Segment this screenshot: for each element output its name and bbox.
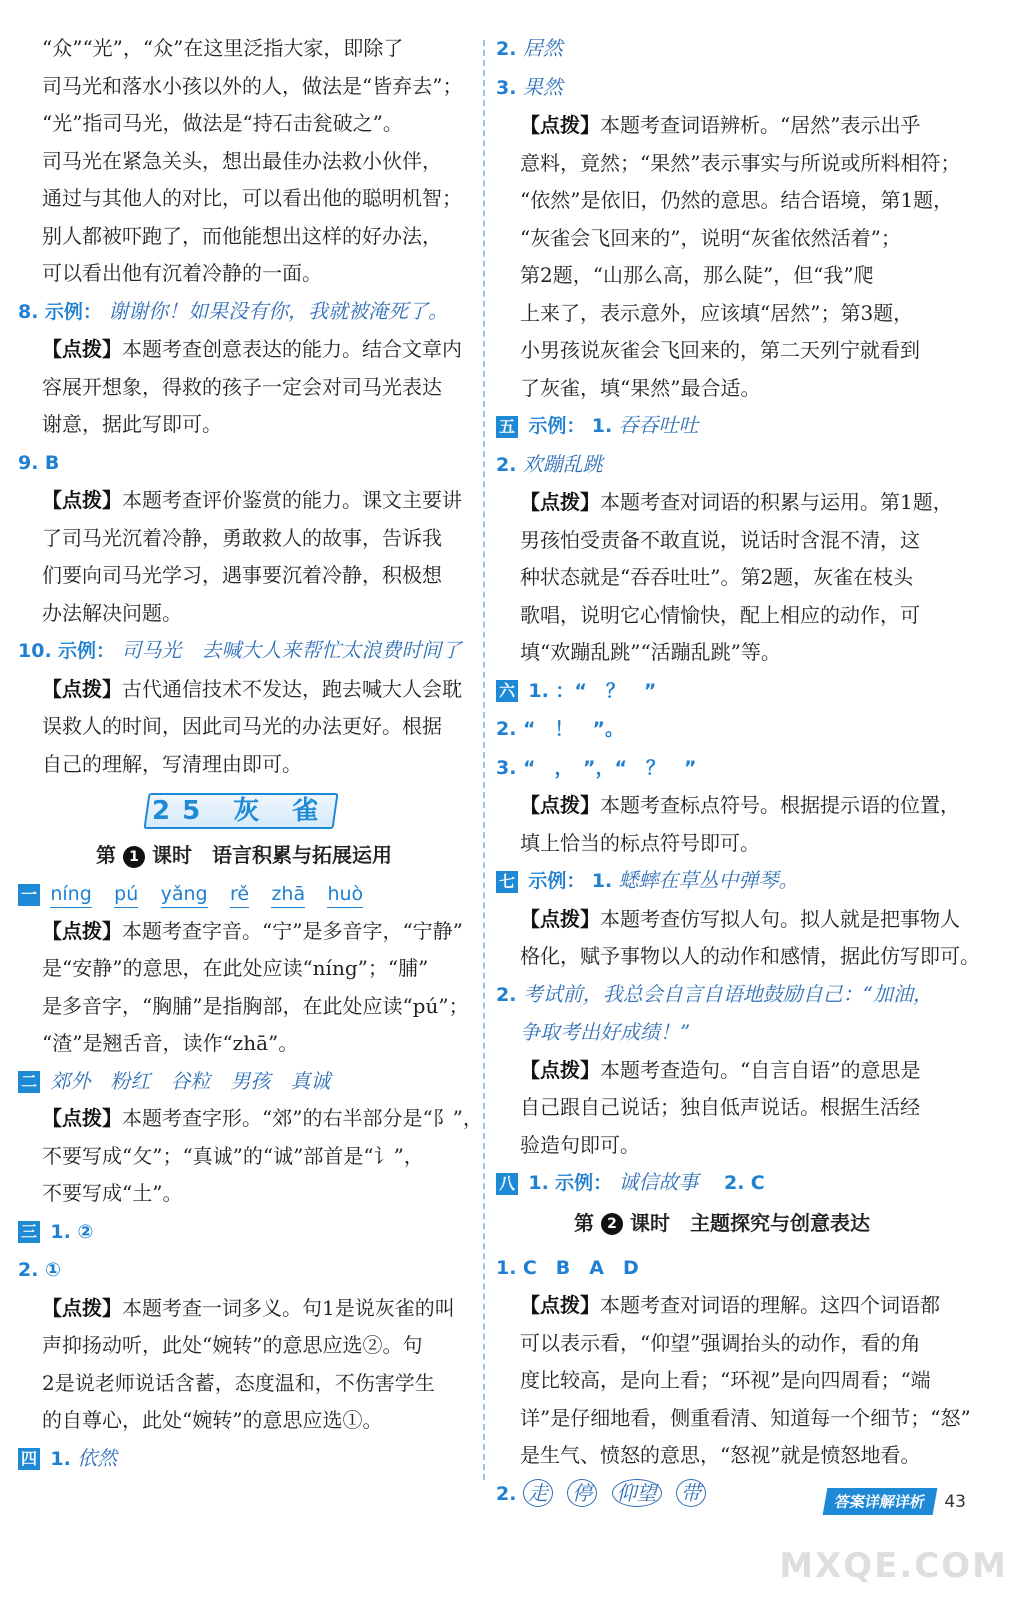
example-label: 示例： [555, 1172, 613, 1194]
lesson-heading-text: 课时 主题探究与创意表达 [629, 1210, 870, 1235]
section-marker: 三 [18, 1221, 40, 1243]
handwritten-answer: 争取考出好成绩！” [520, 1020, 691, 1044]
hint-text: 本题考查评价鉴赏的能力。课文主要讲 [122, 488, 462, 512]
answer-choice: C B A D [522, 1256, 639, 1279]
circled-word: 带 [676, 1479, 706, 1507]
handwritten-answer: 诚信故事 [618, 1170, 699, 1194]
lesson-number-badge: 1 [123, 846, 145, 868]
hint-label: 【点拨】 [42, 1106, 122, 1130]
hint-line: 详”是仔细地看，侧重看清、知道每一个细节；“怒” [520, 1405, 971, 1430]
hint-text: 本题考查字音。“宁”是多音字，“宁静” [122, 918, 463, 943]
punctuation-answer: 2. “ ！ ”。 [496, 718, 625, 740]
circled-word: 走 [523, 1479, 553, 1507]
hint-label: 【点拨】 [520, 793, 600, 817]
lesson2-question-1 [496, 1249, 948, 1288]
hint-line: 声抑扬动听，此处“婉转”的意思应选②。句 [42, 1333, 423, 1357]
punctuation-answer: 1. ：“ ？ ” [528, 679, 657, 702]
hint-line: 自己跟自己说话；独自低声说话。根据生活经 [520, 1095, 920, 1119]
hint-label: 【点拨】 [520, 490, 600, 514]
lesson-heading-text: 课时 语言积累与拓展运用 [151, 843, 392, 867]
lesson-title-box [143, 793, 338, 829]
circled-word: 停 [567, 1479, 597, 1507]
hint-text: 本题考查对词语的理解。这四个词语都 [600, 1293, 940, 1317]
handwritten-answer: 果然 [522, 74, 563, 99]
lesson-heading-prefix: 第 [96, 843, 117, 867]
question-number: 2. [496, 1482, 517, 1505]
hint-line [18, 1290, 470, 1328]
hint-line [496, 1287, 948, 1325]
hint-line: 了灰雀，填“果然”最合适。 [520, 375, 761, 400]
question-8 [18, 293, 470, 332]
text-line: “光”指司马光，做法是“持石击瓮破之”。 [42, 111, 403, 135]
handwritten-answer: 吞吞吐吐 [618, 413, 699, 437]
answer-choice: B [44, 451, 60, 474]
question-number: 2. [723, 1172, 745, 1194]
example-label: 示例： [44, 300, 102, 323]
section-6 [496, 672, 948, 711]
hint-line: 2是说老师说话含蓄，态度温和，不伤害学生 [42, 1370, 435, 1395]
hint-line: 可以表示看，“仰望”强调抬头的动作，看的角 [520, 1330, 921, 1355]
section-8 [496, 1164, 948, 1203]
circled-word: 仰望 [612, 1479, 662, 1507]
lesson-number-badge: 2 [601, 1213, 623, 1235]
hint-label: 【点拨】 [42, 918, 122, 943]
section-marker: 一 [18, 884, 40, 906]
hint-line: 是“安静”的意思，在此处应读“níng”；“脯” [42, 956, 429, 980]
left-column [18, 30, 483, 1478]
question-10 [18, 632, 470, 671]
hint-line: 填“欢蹦乱跳”“活蹦乱跳”等。 [520, 640, 781, 664]
section-4 [18, 1440, 470, 1479]
hint-text: 本题考查造句。“自言自语”的意思是 [600, 1057, 921, 1082]
lesson-heading [18, 835, 470, 875]
hint-line [496, 1052, 948, 1090]
pinyin-answer: níng [50, 881, 91, 908]
hint-line: 男孩怕受责备不敢直说，说话时含混不清，这 [520, 527, 920, 552]
hint-line [18, 482, 470, 520]
hint-line: 上来了，表示意外，应该填“居然”；第3题， [520, 300, 914, 325]
hint-text: 本题考查对词语的积累与运用。第1题， [600, 490, 953, 514]
hint-line: “渣”是翘舌音，读作“zhā”。 [42, 1031, 299, 1055]
hint-line: 格化，赋予事物以人的动作和感情，据此仿写即可。 [520, 944, 980, 968]
section-marker: 五 [496, 416, 518, 438]
pinyin-answer: pú [114, 881, 138, 908]
hint-text: 本题考查仿写拟人句。拟人就是把事物人 [600, 906, 960, 931]
hint-line [496, 107, 948, 145]
hint-text: 本题考查字形。“郊”的右半部分是“阝”， [122, 1106, 483, 1130]
hint-line: 是多音字，“胸脯”是指胸部，在此处应读“pú”； [42, 993, 469, 1018]
page-footer [825, 1488, 966, 1515]
answer-choice: 1. ② [50, 1220, 94, 1243]
section-marker: 七 [496, 871, 518, 893]
hint-line [496, 1014, 948, 1052]
section-marker: 二 [18, 1071, 40, 1093]
hint-line: 填上恰当的标点符号即可。 [520, 830, 760, 855]
hint-line: 误救人的时间，因此司马光的办法更好。根据 [42, 714, 442, 738]
hint-line: 第2题，“山那么高，那么陡”，但“我”爬 [520, 263, 874, 287]
hint-text: 本题考查标点符号。根据提示语的位置， [600, 793, 960, 817]
hint-line [18, 913, 470, 951]
hint-text: 古代通信技术不发达，跑去喊大人会耽 [122, 676, 462, 701]
hint-line: 自己的理解，写清理由即可。 [42, 751, 302, 776]
text-line: 别人都被吓跑了，而他能想出这样的好办法， [42, 223, 442, 248]
lesson-heading [496, 1203, 948, 1243]
handwritten-answer: 司马光 去喊大人来帮忙太浪费时间了 [121, 638, 462, 662]
hint-line: 意料，竟然；“果然”表示事实与所说或所料相符； [520, 150, 961, 175]
section-3-q2 [18, 1251, 470, 1290]
hint-label: 【点拨】 [42, 1295, 122, 1320]
answer-choice: 2. ① [18, 1259, 62, 1281]
hint-line: 谢意，据此写即可。 [42, 412, 222, 436]
hint-line [496, 484, 953, 522]
hint-label: 【点拨】 [42, 676, 122, 701]
punctuation-answer: 3. “ ， ”，“ ？ ” [496, 756, 697, 779]
pinyin-answer: huò [327, 881, 363, 908]
handwritten-answer: 谢谢你！如果没有你，我就被淹死了。 [108, 298, 449, 323]
hint-label: 【点拨】 [520, 1057, 600, 1082]
question-number: 2. [496, 38, 517, 60]
section-7-q2 [496, 976, 948, 1015]
page-number: 43 [944, 1492, 966, 1512]
hint-text: 本题考查创意表达的能力。结合文章内 [122, 337, 462, 361]
question-number: 1. [50, 1447, 71, 1470]
section-7 [496, 862, 948, 901]
question-number: 10. [18, 640, 52, 662]
hint-line: 是生气、愤怒的意思，“怒视”就是愤怒地看。 [520, 1443, 921, 1467]
hint-line: 容展开想象，得救的孩子一定会对司马光表达 [42, 374, 442, 399]
hint-label: 【点拨】 [520, 113, 600, 137]
hint-line: “灰雀会飞回来的”，说明“灰雀依然活着”； [520, 225, 901, 250]
question-2 [496, 30, 948, 69]
hint-line [18, 671, 470, 709]
question-number: 1. [591, 415, 613, 437]
hint-text: 本题考查词语辨析。“居然”表示出乎 [600, 113, 921, 137]
question-number: 8. [18, 300, 39, 323]
handwritten-answer: 居然 [522, 36, 563, 60]
hint-line: 了司马光沉着冷静，勇敢救人的故事，告诉我 [42, 525, 442, 550]
question-number: 3. [496, 76, 517, 99]
question-number: 2. [496, 453, 517, 476]
hint-line: 的自尊心，此处“婉转”的意思应选①。 [42, 1408, 383, 1432]
section-5 [496, 407, 948, 446]
question-number: 2. [496, 983, 517, 1006]
hint-label: 【点拨】 [520, 906, 600, 931]
question-number: 1. [591, 870, 613, 892]
text-line: “众”“光”，“众”在这里泛指大家，即除了 [42, 36, 404, 60]
hint-line [496, 901, 960, 939]
section-marker: 八 [496, 1173, 518, 1195]
handwritten-answer: 蟋蟀在草丛中弹琴。 [618, 868, 799, 892]
answer-choice: C [750, 1172, 765, 1194]
example-label: 示例： [528, 870, 586, 892]
section-6-q3 [496, 749, 948, 788]
section-5-q2 [496, 446, 948, 485]
hint-label: 【点拨】 [42, 488, 122, 512]
section-6-q2 [496, 710, 948, 749]
hint-line: “依然”是依旧，仍然的意思。结合语境，第1题， [520, 188, 954, 212]
text-line: 司马光在紧急关头，想出最佳办法救小伙伴， [42, 148, 442, 173]
section-2 [18, 1063, 470, 1101]
section-3 [18, 1213, 470, 1252]
lesson-title: 25 灰 雀 [151, 796, 331, 826]
hint-line: 度比较高，是向上看；“环视”是向四周看；“端 [520, 1368, 931, 1392]
pinyin-answer: yǎng [161, 881, 208, 908]
hint-line: 们要向司马光学习，遇事要沉着冷静，积极想 [42, 563, 442, 587]
handwritten-answer: 考试前，我总会自言自语地鼓励自己：“加油， [522, 981, 934, 1006]
question-number: 1. [528, 1172, 549, 1194]
question-9 [18, 444, 470, 483]
handwritten-answer: 欢蹦乱跳 [522, 451, 603, 476]
hint-line: 办法解决问题。 [42, 600, 182, 625]
text-line: 可以看出他有沉着冷静的一面。 [42, 261, 322, 285]
footer-label: 答案详解详析 [823, 1488, 938, 1515]
section-marker: 四 [18, 1448, 40, 1470]
example-label: 示例： [528, 415, 586, 437]
hint-line: 验造句即可。 [520, 1132, 640, 1157]
lesson-heading-prefix: 第 [574, 1210, 595, 1235]
text-line: 司马光和落水小孩以外的人，做法是“皆弃去”； [42, 73, 463, 98]
handwritten-answer: 郊外 粉红 谷粒 男孩 真诚 [50, 1068, 331, 1093]
text-line: 通过与其他人的对比，可以看出他的聪明机智； [42, 186, 462, 210]
section-marker: 六 [496, 680, 518, 702]
hint-line: 歌唱，说明它心情愉快，配上相应的动作，可 [520, 602, 920, 627]
question-number: 9. [18, 451, 39, 474]
hint-line: 不要写成“土”。 [42, 1181, 183, 1205]
question-number: 1. [496, 1256, 517, 1279]
pinyin-answer: zhā [271, 881, 305, 908]
hint-label: 【点拨】 [42, 337, 122, 361]
hint-line [496, 787, 960, 825]
column-divider [483, 40, 485, 1480]
question-3 [496, 69, 948, 108]
section-1 [18, 875, 470, 913]
hint-line: 小男孩说灰雀会飞回来的，第二天列宁就看到 [520, 338, 920, 362]
hint-text: 本题考查一词多义。句1是说灰雀的叫 [122, 1295, 455, 1320]
pinyin-answer: rě [230, 881, 249, 908]
hint-line: 不要写成“攵”；“真诚”的“诚”部首是“讠”， [42, 1143, 424, 1168]
hint-line [18, 1100, 483, 1138]
handwritten-answer: 依然 [77, 1445, 118, 1470]
hint-line [18, 331, 470, 369]
example-label: 示例： [58, 640, 116, 662]
hint-label: 【点拨】 [520, 1293, 600, 1317]
hint-line: 种状态就是“吞吞吐吐”。第2题，灰雀在枝头 [520, 565, 914, 589]
watermark: MXQE.COM [779, 1546, 1008, 1586]
